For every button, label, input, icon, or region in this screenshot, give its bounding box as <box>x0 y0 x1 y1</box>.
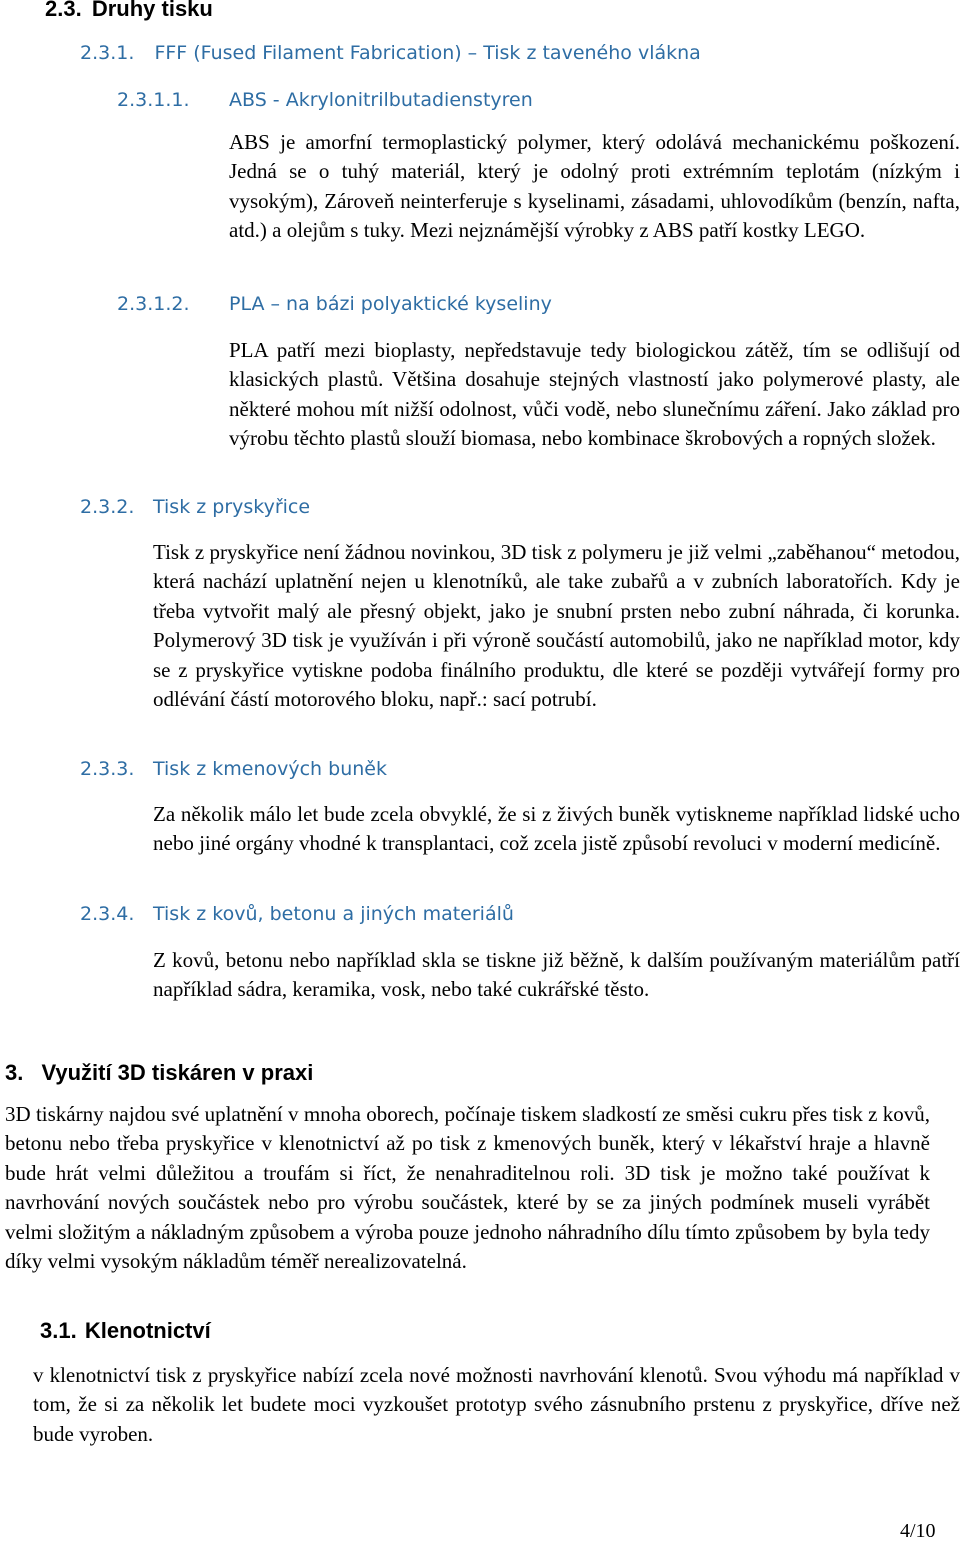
section-title-2-3-2: Tisk z pryskyřice <box>153 496 311 518</box>
section-title-2-3-3: Tisk z kmenových buněk <box>153 758 387 780</box>
section-number: 2.3.1. <box>80 42 135 64</box>
section-heading-2-3-1-2 <box>117 293 190 315</box>
section-number: 2.3.1.1. <box>117 89 190 111</box>
section-heading-2-3-2 <box>80 496 134 518</box>
section-title: FFF (Fused Filament Fabrication) – Tisk z taveného vlákna <box>154 42 701 64</box>
section-title: Druhy tisku <box>91 0 213 21</box>
section-number: 2.3.4. <box>80 903 135 925</box>
section-number: 2.3.2. <box>80 496 135 518</box>
section-title-2-3-1-1: ABS - Akrylonitrilbutadienstyren <box>229 89 533 111</box>
paragraph-abs: ABS je amorfní termoplastický polymer, který odolává mechanickému poškození. Jedná se o tuhý materiál, který je odolný proti extrémním teplotám (nízkým i vysokým), Zároveň neinterferuje s kyselinami, zásadami, uhlovodíkům (benzín, nafta, atd.) a olejům s tuky. Mezi nejznámější výrobky z ABS patří kostky LEGO. <box>229 130 960 243</box>
paragraph-resin: Tisk z pryskyřice není žádnou novinkou, 3D tisk z polymeru je již velmi „zaběhanou“ metodou, která nachází uplatnění nejen u klenotníků, ale take zubařů a v zubních laboratořích. Kdy je třeba vytvořit malý ale přesný objekt, jako je snubní prsten nebo zubní náhrada, či korunka. Polymerový 3D tisk je využíván i při výroně součástí automobilů, jako ne například motor, kdy se z pryskyřice vytiskne podoba finálního produktu, dle které se později vytvářejí formy pro odlévání částí motorového bloku, např.: sací potrubí. <box>153 540 960 712</box>
paragraph-jewelry: v klenotnictví tisk z pryskyřice nabízí zcela nové možnosti navrhování klenotů. Svou výhodu má například v tom, že si za několik let budete moci vyzkoušet prototyp svého zásnubního prstenu z pryskyřice, dříve než bude vyroben. <box>33 1363 960 1446</box>
section-number: 3.1. <box>40 1318 77 1343</box>
section-title-2-3-4: Tisk z kovů, betonu a jiných materiálů <box>153 903 514 925</box>
section-heading-2-3-1-1 <box>117 89 190 111</box>
section-heading-2-3 <box>45 0 213 22</box>
section-number: 2.3.3. <box>80 758 135 780</box>
section-title: Klenotnictví <box>84 1318 211 1343</box>
section-number: 2.3.1.2. <box>117 293 190 315</box>
section-title: Využití 3D tiskáren v praxi <box>41 1060 314 1085</box>
section-heading-2-3-1 <box>80 42 701 64</box>
section-title-2-3-1-2: PLA – na bázi polyaktické kyseliny <box>229 293 552 315</box>
section-number: 3. <box>5 1060 24 1085</box>
section-heading-3 <box>5 1060 313 1086</box>
paragraph-stem-cells: Za několik málo let bude zcela obvyklé, že si z živých buněk vytiskneme například lidské ucho nebo jiné orgány vhodné k transplantaci, což zcela jistě způsobí revoluci v moderní medicíně. <box>153 802 960 856</box>
section-heading-2-3-4 <box>80 903 134 925</box>
paragraph-usage: 3D tiskárny najdou své uplatnění v mnoha oborech, počínaje tiskem sladkostí ze směsi cukru přes tisk z kovů, betonu nebo třeba pryskyřice v klenotnictví až po tisk z kmenových buněk, který v lékařství hraje a hlavně bude hrát velmi důležitou a troufám si říct, že nenahraditelnou roli. 3D tisk je možno také používat k navrhování nových součástek nebo pro výrobu součástek, které by se za jiných podmínek museli vyrábět velmi složitým a nákladným způsobem a výroba pouze jednoho náhradního dílu tímto způsobem by byla tedy díky velmi vysokým nákladům téměř nerealizovatelná. <box>5 1102 930 1274</box>
section-number: 2.3. <box>45 0 82 21</box>
section-heading-2-3-3 <box>80 758 134 780</box>
paragraph-metals: Z kovů, betonu nebo například skla se tiskne již běžně, k dalším používaným materiálům patří například sádra, keramika, vosk, nebo také cukrářské těsto. <box>153 948 960 1002</box>
section-heading-3-1 <box>40 1318 211 1344</box>
page-number: 4/10 <box>900 1520 936 1542</box>
paragraph-pla: PLA patří mezi bioplasty, nepředstavuje tedy biologickou zátěž, tím se odlišují od klasických plastů. Většina dosahuje stejných vlastností jako polymerové plasty, ale některé mohou mít nižší odolnost, vůči vodě, nebo slunečnímu záření. Jako základ pro výrobu těchto plastů slouží biomasa, nebo kombinace škrobových a ropných složek. <box>229 338 960 451</box>
